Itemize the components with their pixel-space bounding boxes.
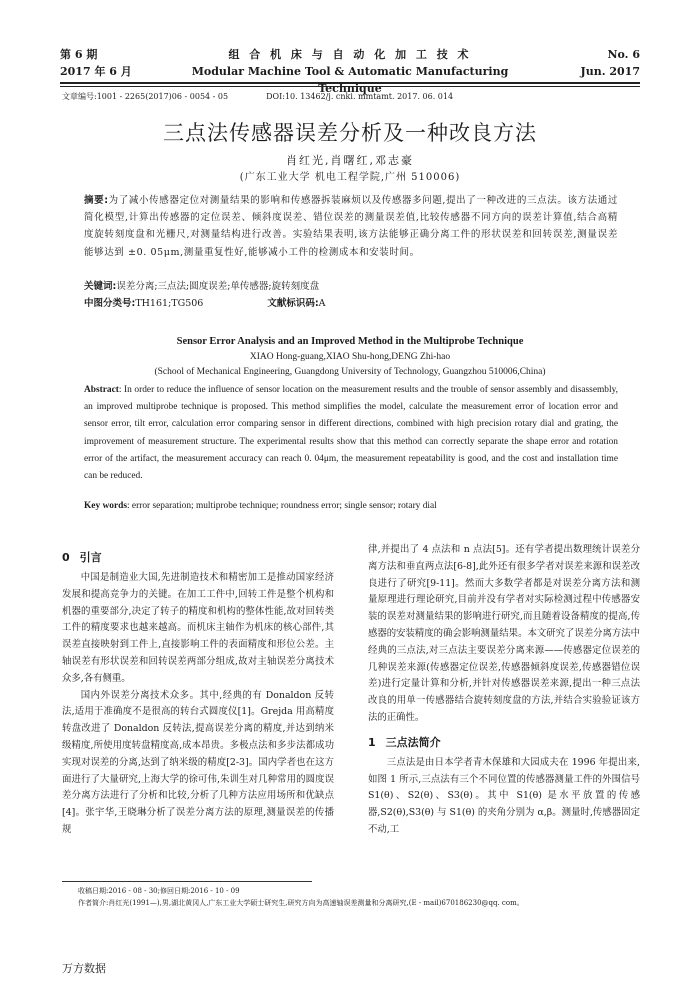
doi: DOI:10. 13462/j. cnki. mmtamt. 2017. 06. 014: [266, 92, 454, 101]
footnote-author: 作者简介:肖红光(1991—),男,湖北黄冈人,广东工业大学硕士研究生,研究方向为高速轴误差测量和分离研究,(E - mail)670186230@qq. com。: [78, 899, 524, 907]
issue-en: No. 6: [607, 48, 640, 61]
section-0-title: 引言: [79, 551, 102, 564]
abstract-en: [84, 382, 618, 485]
abstract-cn-text: 为了减小传感器定位对测量结果的影响和传感器拆装麻烦以及传感器多问题,提出了一种改进的三点法。该方法通过简化模型,计算出传感器的定位误差、倾斜度误差、错位误差的测量误差值,比较传感器不同方向的误差计算值,结合高精度旋转刻度盘和光栅尺,对测量结构进行改善。实验结果表明,该方法能够正确分离工件的形状误差和回转误差,测量误差能够达到 ±0. 05μm,测量重复性好,能够减小工件的检测成本和安装时间。: [84, 195, 618, 258]
authors-en: XIAO Hong-guang,XIAO Shu-hong,DENG Zhi-hao: [249, 352, 451, 362]
classification-value: TH161;TG506: [135, 298, 204, 309]
section-1-paragraph-1: 三点法是由日本学者青木保雄和大园成夫在 1996 年提出来,如图 1 所示,三点法有三个不同位置的传感器测量工件的外围信号 S1(θ)、S2(θ)、S3(θ)。其中 S1(θ) 是水平放置的传感器,S2(θ),S3(θ) 与 S1(θ) 的夹角分别为 α,β。测量时,传感器固定不动,工: [368, 756, 640, 835]
section-0-number: 0: [62, 551, 70, 564]
keywords-en-label: Key words: [84, 501, 127, 511]
classification: [84, 295, 618, 312]
paper-title-cn: 三点法传感器误差分析及一种改良方法: [163, 121, 537, 145]
abstract-en-label: Abstract: [84, 385, 119, 395]
abstract-cn-label: 摘要:: [84, 195, 109, 206]
article-number: 文章编号:1001 - 2265(2017)06 - 0054 - 05: [62, 92, 229, 101]
header-left: [60, 46, 160, 80]
affiliation-en: (School of Mechanical Engineering, Guangdong University of Technology, Guangzhou 510006,China): [154, 367, 546, 377]
authors-cn: 肖红光,肖曙红,邓志豪: [286, 154, 414, 167]
abstract-en-text: : In order to reduce the influence of sensor location on the measurement results and the trouble of sensor assembly and disassembly, an improved multiprobe technique is proposed. This method simplifies the model, calculate the measurement error of location error and sensor error, tilt error, calculation error comparing sensor in different directions, combined with high precision rotary dial and grating, the improvement of measurement structure. The experimental results show that this method can correctly separate the shape error and rotation error of the artifact, the measurement accuracy can reach 0. 04μm, the measurement repeatability is good, and the cost and installation time can be reduced.: [84, 385, 618, 482]
keywords-cn: [84, 278, 618, 295]
section-1-title: 三点法简介: [385, 735, 441, 749]
body-column-left: [62, 548, 334, 839]
abstract-cn: [84, 192, 618, 261]
journal-name-cn: 组 合 机 床 与 自 动 化 加 工 技 术: [228, 48, 472, 61]
section-0-paragraph-1: 中国是制造业大国,先进制造技术和精密加工是推动国家经济发展和提高竞争力的关键。在加工工件中,回转工件是整个机构和机器的重要部分,决定了转子的精度和机构的整体性能,故对回转类工件的精度要求也越来越高。而机床主轴作为机床的核心部件,其误差直接映射到工件上,直接影响工件的表面精度和形位公差。主轴误差有形状误差和回转误差两部分组成,故对主轴误差分离技术众多,各有侧重。: [62, 572, 334, 684]
keywords-en: [84, 498, 618, 514]
body-column-right: [368, 542, 640, 839]
journal-name-en: Modular Machine Tool & Automatic Manufacturing Technique: [191, 65, 509, 95]
header-right: [540, 46, 640, 80]
header-rule-thick: [60, 82, 640, 84]
keywords-cn-text: 误差分离;三点法;圆度误差;单传感器;旋转刻度盘: [116, 281, 320, 292]
section-0-paragraph-2-continued: 律,并提出了 4 点法和 n 点法[5]。还有学者提出数理统计误差分离方法和垂直两点法[6-8],此外还有很多学者对误差来源和误差改良进行了研究[9-11]。然而大多数学者都是对误差分离方法和测量原理进行理论研究,目前并没有学者对实际检测过程中传感器安装的误差对测量结果的影响进行研究,而且随着设备精度的提高,传感器的安装精度的确会影响测量结果。本文研究了误差分离方法中经典的三点法,对三点法主要误差分离来源——传感器定位误差的几种误差来源(传感器定位误差,传感器倾斜度误差,传感器错位误差)进行定量计算和分析,并针对传感器误差来源,提出一种三点法改良的用单一传感器结合旋转刻度盘的方法,并结合实验验证该方法的正确性。: [368, 544, 640, 723]
article-meta: [62, 91, 453, 103]
affiliation-cn: (广东工业大学 机电工程学院,广州 510006): [239, 172, 461, 183]
header-rule-thin: [60, 86, 640, 87]
footnote-received: 收稿日期:2016 - 08 - 30;修回日期:2016 - 10 - 09: [78, 887, 240, 895]
section-1-heading: [368, 733, 640, 753]
section-1-number: 1: [368, 735, 376, 749]
date-cn: 2017 年 6 月: [60, 65, 132, 78]
paper-title-en: Sensor Error Analysis and an Improved Method in the Multiprobe Technique: [176, 336, 524, 347]
document-code-value: A: [318, 298, 326, 309]
keywords-en-text: : error separation; multiprobe technique; roundness error; single sensor; rotary dial: [126, 501, 437, 511]
header-center: [160, 46, 540, 97]
issue-cn: 第 6 期: [60, 48, 98, 61]
classification-label: 中图分类号:: [84, 298, 136, 309]
section-0-heading: [62, 548, 334, 568]
document-code-label: 文献标识码:: [267, 298, 319, 309]
keywords-cn-label: 关键词:: [84, 281, 117, 292]
watermark: 万方数据: [62, 962, 106, 975]
section-0-paragraph-2: 国内外误差分离技术众多。其中,经典的有 Donaldon 反转法,适用于准确度不是很高的转台式圆度仪[1]。Grejda 用高精度转盘改进了 Donaldon 反转法,提高误差分离的精度,并达到纳米级精度,所使用度转盘精度高,成本昂贵。多极点法和多步法都成功实现对误差的分离,达到了纳米级的精度[2-3]。国内学者也在这方面进行了大量研究,上海大学的徐可伟,朱训生对几种常用的圆度误差分离方法进行了分析和比较,分析了几种方法应用场所和优缺点[4]。张宇华,王晓琳分析了误差分离方法的原理,测量误差的传播规: [62, 689, 334, 835]
footnote-rule: [62, 881, 312, 882]
date-en: Jun. 2017: [580, 65, 640, 78]
